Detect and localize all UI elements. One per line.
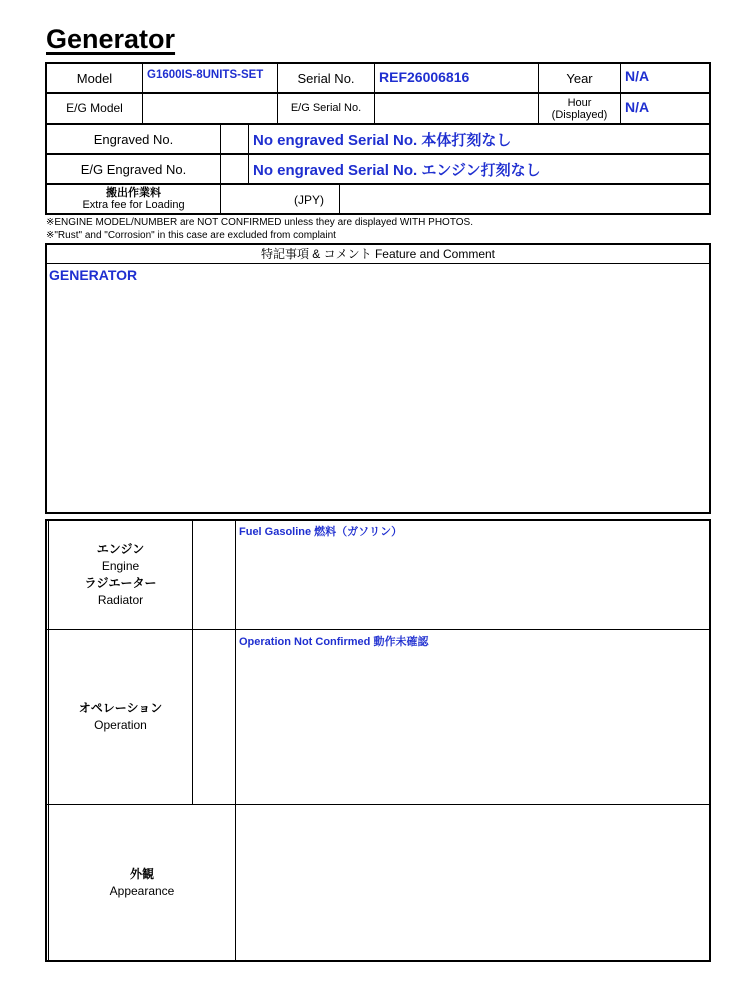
note-engine-model: ※ENGINE MODEL/NUMBER are NOT CONFIRMED unless they are displayed WITH PHOTOS.: [46, 217, 473, 228]
operation-label-jp: オペレーション: [78, 701, 163, 715]
fee-value: [340, 185, 709, 213]
serial-value: REF26006816: [379, 69, 470, 85]
serial-label: Serial No.: [297, 70, 355, 86]
radiator-label-jp: ラジエーター: [84, 576, 157, 590]
eg-serial-value: [375, 94, 538, 123]
year-value: N/A: [625, 68, 650, 84]
operation-comment: Operation Not Confirmed 動作未確認: [239, 636, 429, 648]
fee-currency: (JPY): [294, 192, 324, 207]
fee-label-jp: 搬出作業料: [106, 187, 161, 199]
hour-label-cell: [539, 94, 620, 123]
feature-body: GENERATOR: [49, 267, 138, 283]
engine-radiator-label: [49, 521, 192, 629]
eg-engraved-value: No engraved Serial No. エンジン打刻なし: [253, 161, 541, 179]
note-rust: ※"Rust" and "Corrosion" in this case are excluded from complaint: [46, 230, 336, 241]
engine-label-en: Engine: [101, 559, 140, 573]
eg-model-label: E/G Model: [66, 101, 123, 115]
appearance-label-en: Appearance: [109, 883, 175, 898]
eg-serial-label: E/G Serial No.: [290, 102, 362, 114]
fee-label-cell: [47, 185, 220, 213]
appearance-label: [49, 805, 235, 960]
hour-value: N/A: [625, 99, 650, 115]
eg-model-value: [143, 94, 277, 123]
hour-sub-label: (Displayed): [551, 108, 608, 121]
eg-engraved-label: E/G Engraved No.: [80, 161, 187, 177]
model-value: G1600IS-8UNITS-SET: [147, 69, 264, 81]
radiator-label-en: Radiator: [97, 593, 144, 607]
engraved-value: No engraved Serial No. 本体打刻なし: [253, 131, 512, 149]
model-label: Model: [76, 70, 113, 86]
hour-label: Hour: [567, 96, 592, 109]
operation-label-en: Operation: [94, 718, 147, 732]
engraved-label: Engraved No.: [93, 131, 174, 147]
engine-label-jp: エンジン: [96, 542, 145, 556]
page-title: Generator: [46, 24, 176, 54]
operation-label: [49, 630, 192, 804]
engine-comment: Fuel Gasoline 燃料（ガソリン）: [239, 526, 403, 538]
feature-header: 特記事項 & コメント Feature and Comment: [260, 246, 496, 261]
appearance-label-jp: 外観: [129, 866, 154, 881]
year-label: Year: [566, 70, 593, 86]
fee-label-en: Extra fee for Loading: [82, 199, 185, 211]
